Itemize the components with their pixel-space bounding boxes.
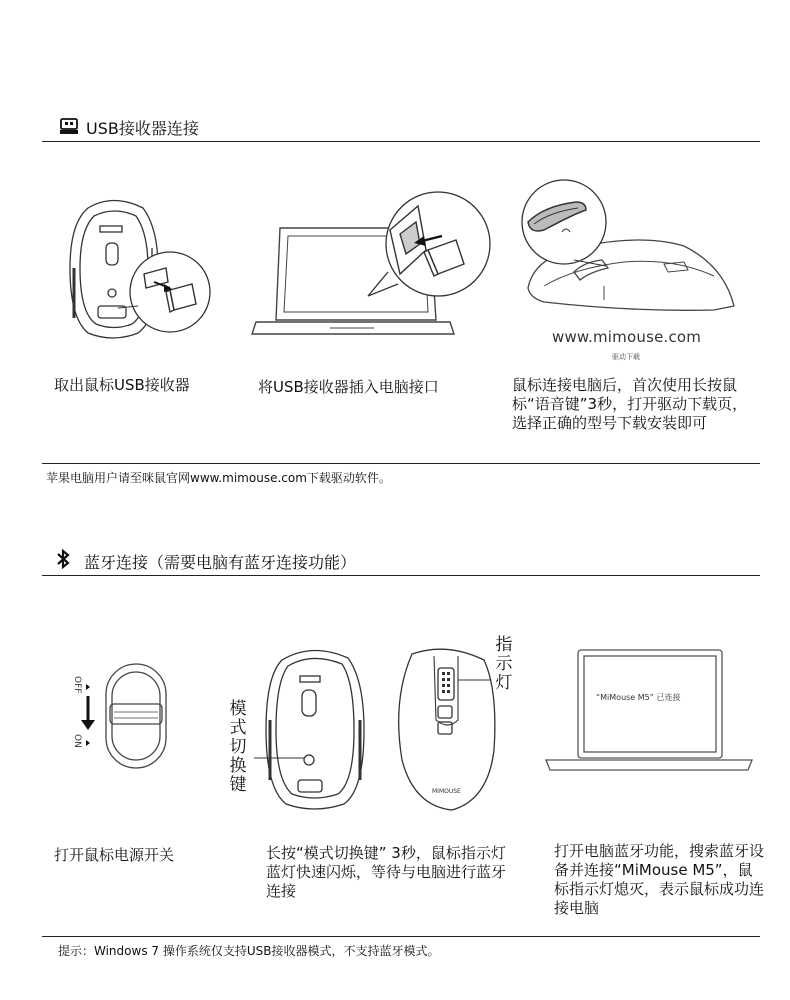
- usb-note-rule: [42, 463, 760, 464]
- usb-receiver-icon: [60, 118, 78, 138]
- mouse-brand-label: MIMOUSE: [432, 788, 461, 795]
- figure-remove-receiver: [58, 188, 218, 348]
- usb-step-3-caption: 鼠标连接电脑后，首次使用长按鼠标“语音键”3秒，打开驱动下载页，选择正确的型号下载安装即可: [512, 376, 748, 432]
- switch-on-label: ON: [72, 734, 82, 748]
- usb-note: 苹果电脑用户请至咪鼠官网www.mimouse.com下载驱动软件。: [46, 471, 391, 485]
- bluetooth-icon: [56, 549, 70, 573]
- switch-off-label: OFF: [72, 676, 82, 694]
- usb-step-2-caption: 将USB接收器插入电脑接口: [258, 378, 439, 396]
- usb-section-title: [60, 116, 199, 139]
- figure-power-switch: [70, 662, 170, 772]
- indicator-label: 指示灯: [495, 635, 513, 693]
- figure-mode-key: [252, 630, 502, 820]
- figure-bt-connected: [544, 648, 754, 778]
- usb-step-1-caption: 取出鼠标USB接收器: [54, 376, 190, 394]
- figure-voice-key: [514, 176, 744, 316]
- bt-step-2-caption: 长按“模式切换键” 3秒，鼠标指示灯蓝灯快速闪烁，等待与电脑进行蓝牙连接: [266, 844, 507, 900]
- figure-insert-receiver: [250, 188, 500, 348]
- driver-url: www.mimouse.com: [552, 328, 702, 346]
- driver-url-sub: 驱动下载: [612, 353, 640, 361]
- bt-step-3-caption: 打开电脑蓝牙功能，搜索蓝牙设备并连接“MiMouse M5”，鼠标指示灯熄灭，表示鼠标成功连接电脑: [554, 842, 765, 917]
- usb-section-title-text: USB接收器连接: [86, 119, 199, 138]
- usb-section-rule: [42, 141, 760, 142]
- mode-key-label: 模式切换键: [229, 699, 247, 795]
- bt-step-1-caption: 打开鼠标电源开关: [54, 846, 175, 864]
- bt-connected-screen-text: “MiMouse M5” 已连接: [596, 693, 681, 702]
- bt-section-title: [56, 549, 356, 573]
- bt-note: 提示：Windows 7 操作系统仅支持USB接收器模式，不支持蓝牙模式。: [58, 944, 440, 958]
- bt-section-rule: [42, 575, 760, 576]
- bt-note-rule: [42, 936, 760, 937]
- bt-section-title-text: 蓝牙连接（需要电脑有蓝牙连接功能）: [84, 552, 357, 572]
